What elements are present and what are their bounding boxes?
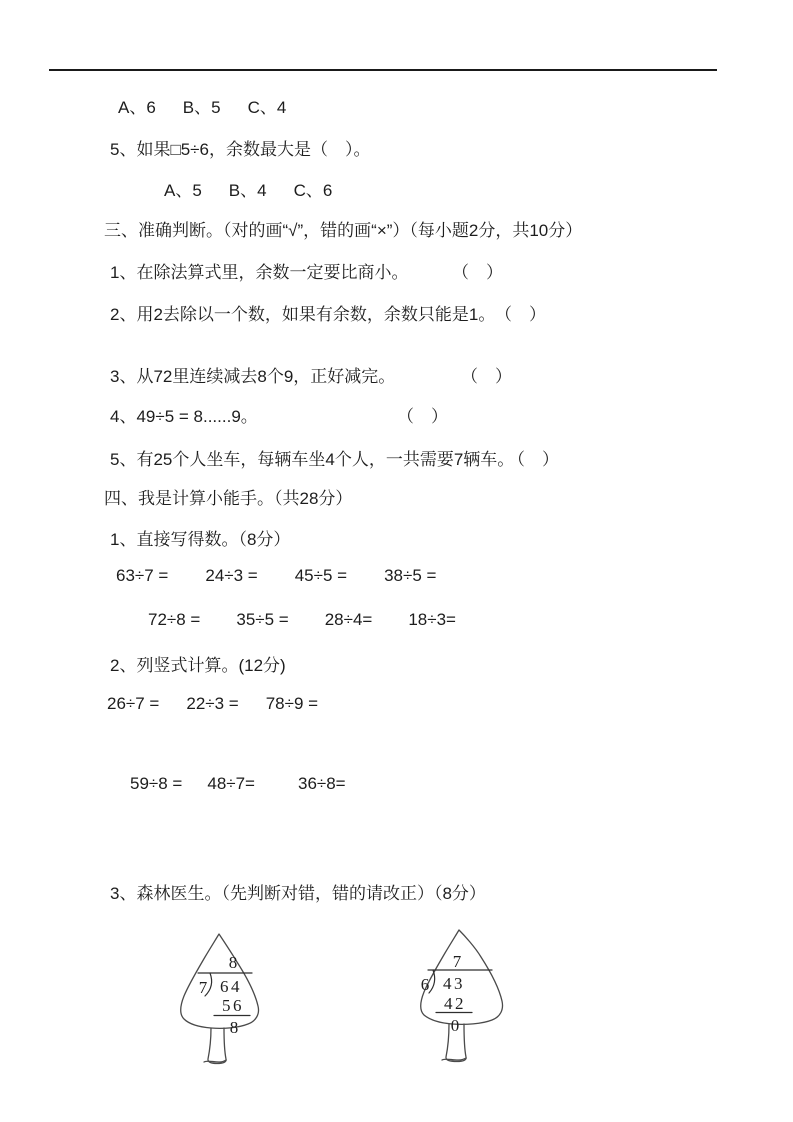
tree-trunk-base xyxy=(204,1060,226,1062)
remainder: 8 xyxy=(229,1018,239,1037)
equation: 48÷7= xyxy=(207,774,255,793)
judge-item xyxy=(0,402,793,426)
divisor: 6 xyxy=(420,975,430,994)
option-a: A、5 xyxy=(164,181,202,200)
judge-item-text: 5、有25个人坐车，每辆车坐4个人，一共需要7辆车。 xyxy=(110,450,515,469)
equation: 35÷5 = xyxy=(236,610,289,629)
divisor: 7 xyxy=(198,978,208,997)
judge-item xyxy=(0,300,793,324)
equation: 28÷4= xyxy=(324,610,373,629)
equation: 36÷8= xyxy=(297,774,346,793)
section-3-title: 三、准确判断。（对的画“√”，错的画“×”）（每小题2分，共10分） xyxy=(104,221,583,240)
equation: 24÷3 = xyxy=(205,566,258,585)
quotient: 7 xyxy=(452,952,462,971)
product: 42 xyxy=(444,994,466,1013)
judge-item xyxy=(0,445,793,469)
judge-item-text: 2、用2去除以一个数，如果有余数，余数只能是1。 xyxy=(110,305,496,324)
forest-doctor-title: 3、森林医生。（先判断对错，错的请改正）（8分） xyxy=(110,884,486,903)
option-b: B、5 xyxy=(182,98,221,117)
equation: 59÷8 = xyxy=(130,774,183,793)
judge-item xyxy=(0,362,793,386)
quotient: 8 xyxy=(228,953,238,972)
long-division xyxy=(198,953,252,1037)
division-bracket xyxy=(429,970,435,993)
option-b: B、4 xyxy=(228,181,267,200)
header-rule xyxy=(49,69,717,71)
equation: 45÷5 = xyxy=(294,566,348,585)
option-c: C、6 xyxy=(293,181,333,200)
direct-calc-title: 1、直接写得数。（8分） xyxy=(110,530,291,549)
dividend: 43 xyxy=(443,974,465,993)
judge-item-text: 1、在除法算式里，余数一定要比商小。 xyxy=(110,263,409,282)
tree-figure-right xyxy=(413,927,517,1067)
tree-figure-left xyxy=(170,930,274,1070)
judge-answer-blank: （ ） xyxy=(508,450,559,469)
prev-question-options-row xyxy=(118,93,286,118)
vertical-calc-title: 2、列竖式计算。(12分) xyxy=(110,656,286,675)
equation: 63÷7 = xyxy=(116,566,169,585)
question-5-options-row xyxy=(164,176,332,201)
tree-trunk-outline xyxy=(208,1028,226,1064)
equation: 72÷8 = xyxy=(148,610,201,629)
option-c: C、4 xyxy=(247,98,287,117)
equation: 22÷3 = xyxy=(186,694,239,713)
equation: 38÷5 = xyxy=(384,566,437,585)
judge-answer-blank: （ ） xyxy=(461,367,512,386)
oral-calc-row-1 xyxy=(116,566,436,586)
equation: 26÷7 = xyxy=(107,694,160,713)
judge-item-text: 3、从72里连续减去8个9，正好减完。 xyxy=(110,367,396,386)
oral-calc-row-2 xyxy=(148,610,456,630)
product: 56 xyxy=(222,996,244,1015)
judge-answer-blank: （ ） xyxy=(397,407,448,426)
judge-answer-blank: （ ） xyxy=(495,305,546,324)
vertical-calc-row-1 xyxy=(107,694,318,714)
judge-item xyxy=(0,258,793,282)
judge-answer-blank: （ ） xyxy=(452,263,503,282)
judge-item-text: 4、49÷5 = 8......9。 xyxy=(110,407,258,426)
remainder: 0 xyxy=(450,1016,460,1035)
equation: 18÷3= xyxy=(408,610,456,629)
vertical-calc-row-2 xyxy=(130,774,346,794)
option-a: A、6 xyxy=(118,98,156,117)
question-5-text: 5、如果□5÷6，余数最大是（ ）。 xyxy=(110,140,371,159)
section-4-title: 四、我是计算小能手。（共28分） xyxy=(104,489,353,508)
equation: 78÷9 = xyxy=(265,694,319,713)
dividend: 64 xyxy=(220,977,242,996)
